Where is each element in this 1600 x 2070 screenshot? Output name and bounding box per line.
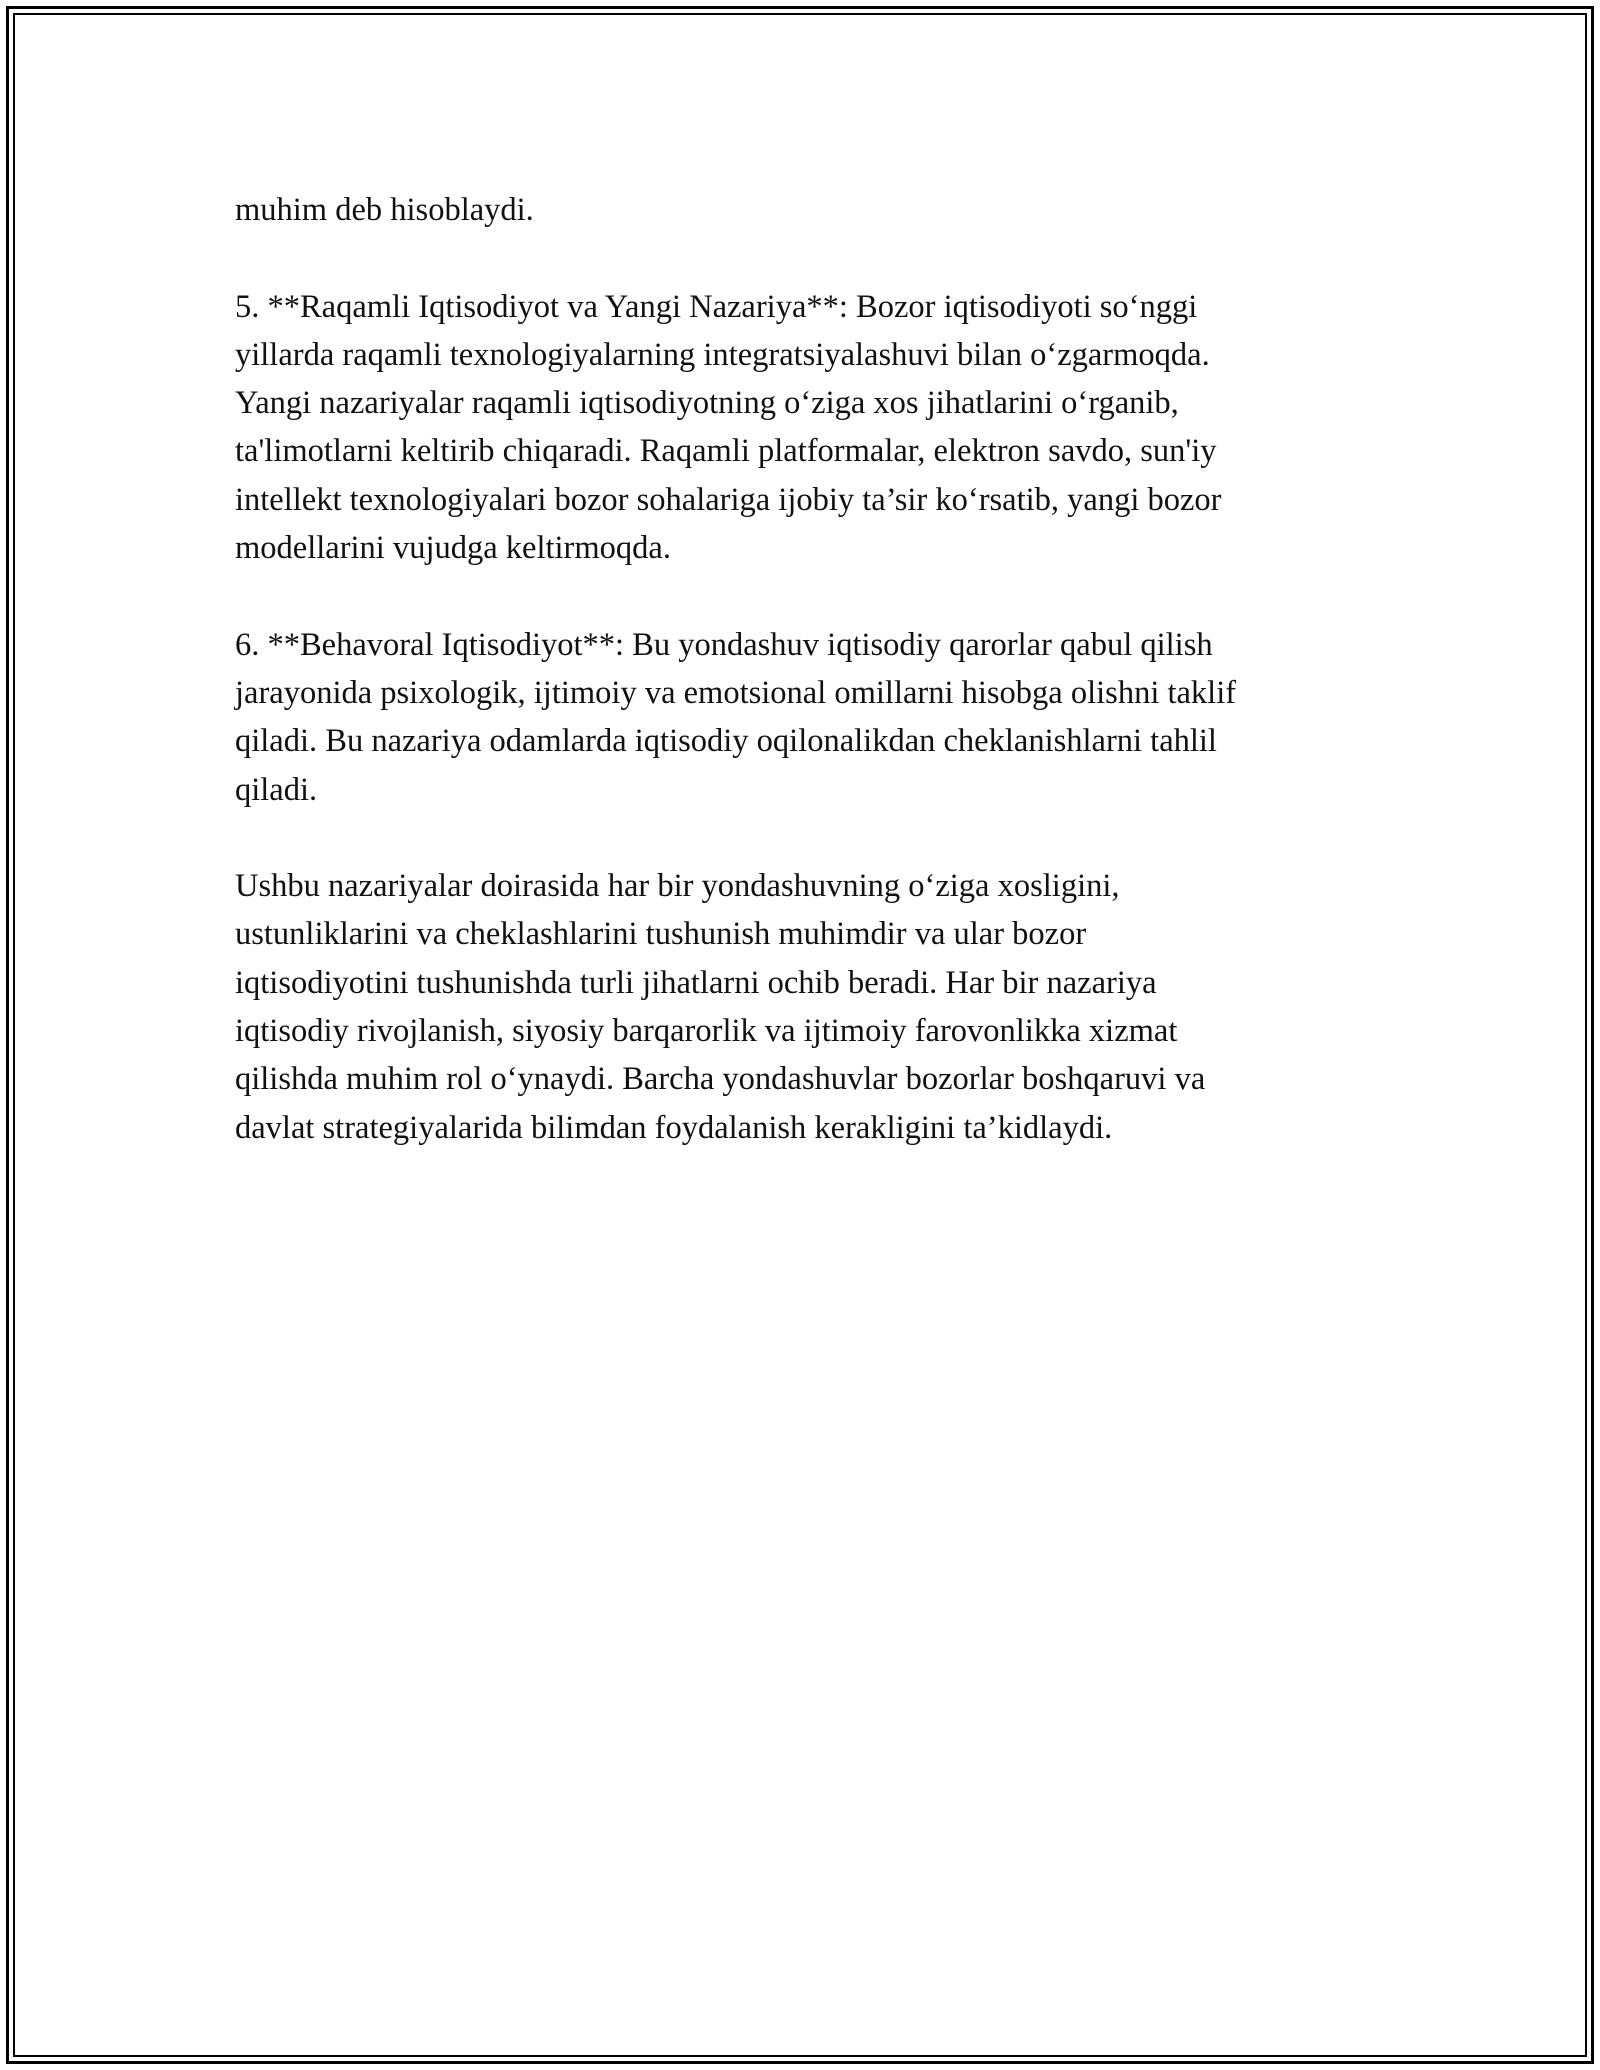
paragraph-conclusion: Ushbu nazariyalar doirasida har bir yondashuvning o‘ziga xosligini, ustunliklarini va cheklashlarini tushunish muhimdir va ular bozor iqtisodiyotini tushunishda turli jihatlarni ochib beradi. Har bir nazariya iqtisodiy rivojlanish, siyosiy barqarorlik va ijtimoiy farovonlikka xizmat qilishda muhim rol o‘ynaydi. Barcha yondashuvlar bozorlar boshqaruvi va davlat strategiyalarida bilimdan foydalanish kerakligini ta’kidlaydi.	[235, 868, 1206, 1146]
paragraph-continuation: muhim deb hisoblaydi.	[235, 192, 534, 228]
document-body	[235, 186, 1375, 1200]
paragraph-behavioral-economics: 6. **Behavoral Iqtisodiyot**: Bu yondashuv iqtisodiy qarorlar qabul qilish jarayonida psixologik, ijtimoiy va emotsional omillarni hisobga olishni taklif qiladi. Bu nazariya odamlarda iqtisodiy oqilonalikdan cheklanishlarni tahlil qiladi.	[235, 626, 1237, 808]
paragraph-digital-economy: 5. **Raqamli Iqtisodiyot va Yangi Nazariya**: Bozor iqtisodiyoti so‘nggi yillarda raqamli texnologiyalarning integratsiyalashuvi bilan o‘zgarmoqda. Yangi nazariyalar raqamli iqtisodiyotning o‘ziga xos jihatlarini o‘rganib, ta'limotlarni keltirib chiqaradi. Raqamli platformalar, elektron savdo, sun'iy intellekt texnologiyalari bozor sohalariga ijobiy ta’sir ko‘rsatib, yangi bozor modellarini vujudga keltirmoqda.	[235, 288, 1222, 567]
